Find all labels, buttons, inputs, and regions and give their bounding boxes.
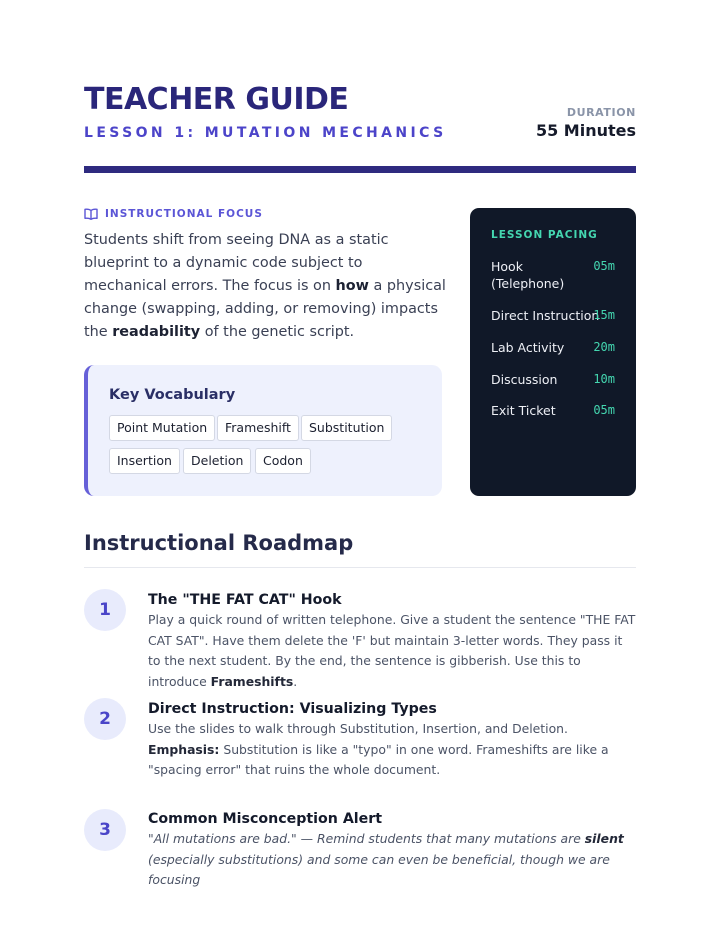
pacing-item-time: 15m [593,308,615,322]
roadmap-title: Instructional Roadmap [84,531,354,555]
focus-text-part: Students shift from seeing DNA as a static blueprint to a dynamic code subject to mechanical errors. The focus is on [84,232,389,294]
step-bold-text: Emphasis: [148,741,220,757]
vocab-tag: Point Mutation [109,415,215,441]
pacing-item-time: 20m [593,340,615,354]
page-title: TEACHER GUIDE [84,82,349,117]
step-description [148,610,636,692]
duration-value: 55 Minutes [535,121,636,140]
step-text-part: (especially substitutions) and some can even be beneficial, though we are focusing [148,851,610,887]
pacing-item-time: 05m [593,259,615,273]
vocab-tag: Deletion [183,448,251,474]
step-number-badge: 2 [84,698,126,740]
step-title: Common Misconception Alert [148,811,383,827]
instructional-focus-heading [84,208,263,220]
header-divider [84,166,636,173]
step-text-part: . [293,673,298,689]
roadmap-step [148,590,636,692]
roadmap-step [148,699,636,781]
focus-bold-how: how [335,278,369,294]
vocabulary-title: Key Vocabulary [109,387,236,403]
pacing-item-label: Direct Instruction [491,308,600,323]
book-icon [84,208,98,220]
step-number-badge: 1 [84,589,126,631]
step-title: Direct Instruction: Visualizing Types [148,701,437,717]
pacing-item-label: Discussion [491,372,558,387]
vocab-tag: Insertion [109,448,180,474]
step-bold-text: Frameshifts [210,673,294,689]
step-text-part: "All mutations are bad." — Remind students that many mutations are [148,831,585,846]
pacing-item-label: Lab Activity [491,340,565,355]
vocab-tag: Substitution [301,415,392,441]
roadmap-divider [84,567,636,568]
step-description [148,719,636,781]
vocab-tag: Codon [255,448,311,474]
pacing-item-time: 05m [593,403,615,417]
step-number-badge: 3 [84,809,126,851]
roadmap-step [148,809,636,887]
key-vocabulary-card [84,365,442,496]
pacing-item-label: Hook (Telephone) [491,259,565,291]
step-bold-text: silent [584,831,624,846]
focus-text-part: of the genetic script. [200,324,355,340]
pacing-heading: LESSON PACING [491,229,598,241]
vocab-tag: Frameshift [217,415,299,441]
step-text-part: Play a quick round of written telephone. Give a student the sentence "THE FAT CAT SAT". Have them delete the 'F' but maintain 3-letter words. They pass it to the next student. By the end, the sentence is gibberish. Use this to introduce [148,612,636,689]
step-text-part: Use the slides to walk through Substitution, Insertion, and Deletion. [148,721,568,736]
duration-label: DURATION [566,106,636,119]
step-text-part: Substitution is like a "typo" in one word. Frameshifts are like a "spacing error" that ruins the whole document. [148,741,609,777]
lesson-subtitle: LESSON 1: MUTATION MECHANICS [84,125,447,141]
focus-text-part: a physical change (swapping, adding, or removing) impacts the [84,278,446,340]
pacing-item-label: Exit Ticket [491,403,556,418]
lesson-pacing-panel [470,208,636,496]
step-title: The "THE FAT CAT" Hook [148,592,342,608]
pacing-item-time: 10m [593,372,615,386]
focus-paragraph [84,229,446,344]
step-description [148,829,636,891]
focus-heading-label: INSTRUCTIONAL FOCUS [105,208,263,220]
focus-bold-readability: readability [112,324,201,340]
